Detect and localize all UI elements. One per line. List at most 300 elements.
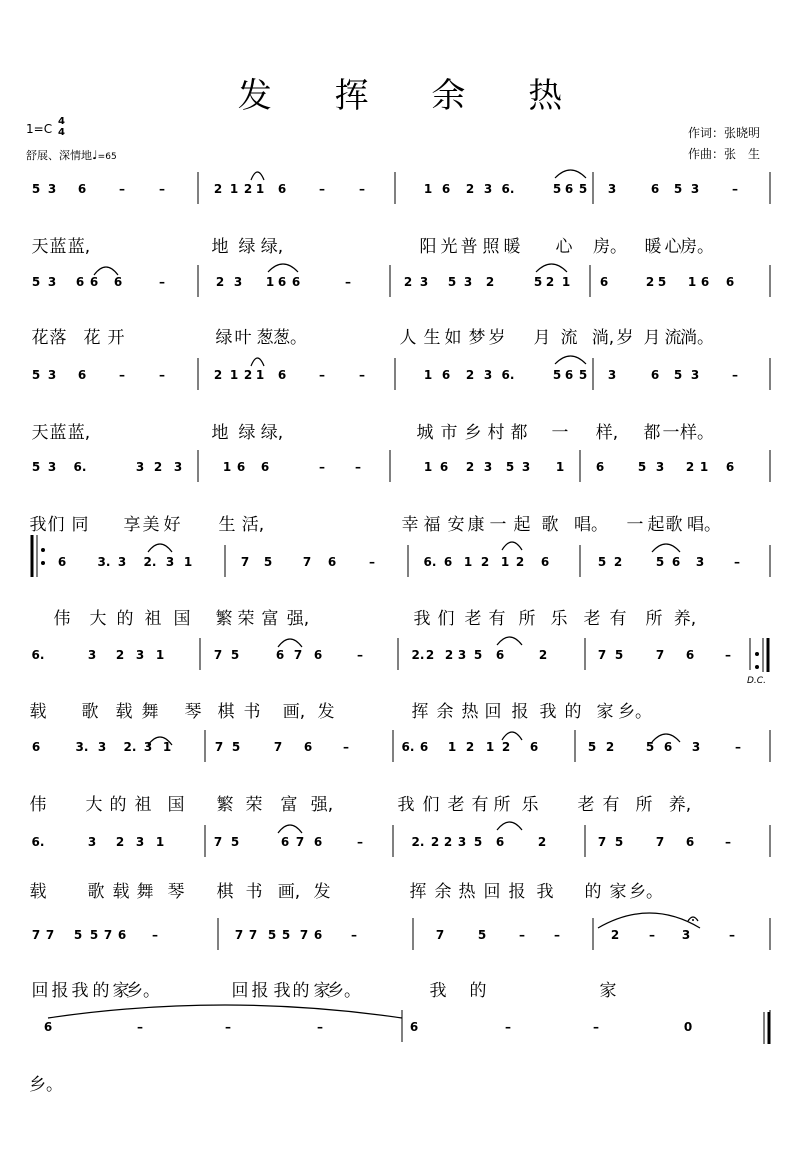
note: 5 [587,740,597,754]
lyric-word: 都 [510,423,528,443]
note: 6. [401,740,415,754]
dc-mark: D.C. [747,676,766,686]
note: 2 [480,555,490,569]
note: – [159,275,165,289]
lyric-word: 花 [83,328,101,348]
note: 5 [637,460,647,474]
note: 6 [277,275,287,289]
note: 3 [681,928,691,942]
lyric-word: 唱。 [574,515,608,535]
note: 6 [57,555,67,569]
note: – [734,555,740,569]
note: 6 [89,275,99,289]
note: 3 [233,275,243,289]
note: 6 [685,648,695,662]
note: 3 [87,835,97,849]
quarter-note-icon: ♩ [92,148,98,162]
note: 3 [690,182,700,196]
note: 7 [240,555,250,569]
note: 6 [419,740,429,754]
note: 7 [103,928,113,942]
note: 1 [423,368,433,382]
note: 6 [313,928,323,942]
note: 5 [578,368,588,382]
lyric-word: 们 [437,609,455,629]
note: 5 [230,835,240,849]
lyric-word: 岁 [488,328,506,348]
note: 2 [115,835,125,849]
lyric-word: 乡。 [126,981,160,1001]
lyric-word: 同 [71,515,89,535]
note: 6. [501,182,515,196]
lyric-word: 我 [71,981,89,1001]
lyric-word: 蓝 [49,423,67,443]
lyric-word: 歌 [87,882,105,902]
slur [268,264,298,272]
note: 5 [31,460,41,474]
lyric-word: 热 [461,702,479,722]
lyric-word: 生 [423,328,441,348]
lyric-word: 一 [489,515,507,535]
lyric-word: 报 [511,702,529,722]
lyric-word: 养, [673,609,697,629]
note: 1 [155,648,165,662]
note: 3 [655,460,665,474]
lyric-word: 报 [508,882,526,902]
note: 6 [441,368,451,382]
lyric-word: 绿 [238,237,256,257]
note: – [355,460,361,474]
note: 6 [564,368,574,382]
lyric-word: 家 [599,981,617,1001]
note: 1 [229,182,239,196]
slur [502,732,522,740]
lyric-word: 所 [518,609,536,629]
lyric-word: 老 [577,795,595,815]
lyric-word: 福 [423,515,441,535]
note: 5 [31,368,41,382]
lyric-word: 歌 [81,702,99,722]
note: 7 [273,740,283,754]
note: 3 [165,555,175,569]
note: 6 [277,368,287,382]
lyric-word: 美 [142,515,160,535]
lyric-word: 所 [493,795,511,815]
note: 6 [280,835,290,849]
lyric-word: 暖 [503,237,521,257]
lyric-word: 家 [112,981,130,1001]
lyric-word: 阳 [419,237,437,257]
lyric-word: 琴 [184,702,202,722]
note: 6 [117,928,127,942]
note: 6 [529,740,539,754]
lyric-word: 的 [584,882,602,902]
lyric-word: 的 [92,981,110,1001]
note: – [159,368,165,382]
note: 3 [143,740,153,754]
note: – [593,1020,599,1034]
lyric-word: 村 [487,423,505,443]
note: 2 [153,460,163,474]
lyric-word: 荣 [237,609,255,629]
slur [278,639,302,647]
lyric-word: 一 [626,515,644,535]
note: 3 [419,275,429,289]
lyric-word: 绿, [260,237,284,257]
note: 6 [495,648,505,662]
lyric-word: 心 [664,237,682,257]
note: 5 [473,835,483,849]
note: 5 [31,182,41,196]
note: 3 [695,555,705,569]
note: 3 [135,460,145,474]
note: 7 [597,835,607,849]
lyric-word: 乐 [550,609,568,629]
lyric-word: 余 [436,702,454,722]
note: – [369,555,375,569]
lyric-word: 伟 [53,609,71,629]
slur [278,825,302,833]
note: 6 [599,275,609,289]
lyric-word: 有 [488,609,506,629]
note: 6 [540,555,550,569]
lyric-word: 们 [47,515,65,535]
note: 5 [673,182,683,196]
note: 6 [260,460,270,474]
lyric-word: 流 [560,328,578,348]
note: – [357,835,363,849]
lyric-word: 富 [261,609,279,629]
lyric-word: 天 [31,423,49,443]
lyric-word: 起 [513,515,531,535]
note: 6 [31,740,41,754]
lyric-word: 歌 [665,515,683,535]
note: 1 [500,555,510,569]
note: 2 [443,835,453,849]
note: – [345,275,351,289]
note: 2 [610,928,620,942]
lyric-word: 我 [413,609,431,629]
slur [251,358,264,366]
lyric-word: 棋 [217,702,235,722]
note: 2 [213,368,223,382]
lyric-word: 大 [85,795,103,815]
lyric-word: 的 [469,981,487,1001]
slur [497,637,522,645]
lyric-word: 城 [416,423,434,443]
lyric-word: 家 [313,981,331,1001]
note: 7 [213,648,223,662]
note: 5 [614,648,624,662]
note: 5 [645,740,655,754]
lyric-word: 我 [29,515,47,535]
note: 3 [47,460,57,474]
slur [497,822,522,830]
note: 6 [313,648,323,662]
lyric-word: 心 [555,237,573,257]
lyric-word: 载 [29,702,47,722]
lyric-word: 一 [662,423,680,443]
note: 3 [607,368,617,382]
note: 3 [457,648,467,662]
lyric-word: 都 [643,423,661,443]
tie [598,913,700,928]
note: 3 [690,368,700,382]
note: 3 [47,275,57,289]
note: 3 [463,275,473,289]
note: 6 [700,275,710,289]
lyric-word: 样。 [680,423,714,443]
note: 5 [533,275,543,289]
lyric-word: 回 [231,981,249,1001]
note: 1 [183,555,193,569]
note: 2 [465,460,475,474]
note: – [319,460,325,474]
note: 2 [465,740,475,754]
note: 5 [614,835,624,849]
note: 7 [45,928,55,942]
slur [251,172,264,180]
note: 7 [435,928,445,942]
note: 6 [236,460,246,474]
note: 6 [113,275,123,289]
note: 6 [663,740,673,754]
note-row [0,275,800,305]
tempo-value: =65 [97,152,117,162]
note: 6 [75,275,85,289]
note: – [119,368,125,382]
note: 2 [538,648,548,662]
note: 5 [657,275,667,289]
lyric-word: 老 [583,609,601,629]
note: 2 [430,835,440,849]
note: 3. [75,740,89,754]
lyric-word: 所 [635,795,653,815]
note: 6 [671,555,681,569]
note: 0 [683,1020,693,1034]
lyric-word: 绿 [215,328,233,348]
note: 2 [613,555,623,569]
note: 6 [650,182,660,196]
note: 1 [463,555,473,569]
note: 6 [409,1020,419,1034]
note: 5 [552,182,562,196]
note: – [159,182,165,196]
lyric-word: 月 [533,328,551,348]
time-signature-bottom: 4 [58,127,65,138]
note: 5 [477,928,487,942]
note: 7 [597,648,607,662]
lyric-word: 挥 [409,882,427,902]
lyric-word: 叶 [234,328,252,348]
lyric-word: 生 [218,515,236,535]
note: – [357,648,363,662]
fermata-dot [692,919,694,921]
lyric-word: 画, [282,702,306,722]
lyric-word: 大 [89,609,107,629]
lyric-word: 乡。 [327,981,361,1001]
note: 1 [162,740,172,754]
lyric-word: 葱 [256,328,274,348]
slur [148,544,172,552]
note: – [735,740,741,754]
note: 5 [263,555,273,569]
note: – [725,648,731,662]
note: 6 [275,648,285,662]
slur [502,542,522,550]
lyric-word: 富 [280,795,298,815]
note: 1 [222,460,232,474]
note: 1 [423,460,433,474]
note-row [0,928,800,958]
lyric-word: 载 [112,882,130,902]
note: 1 [687,275,697,289]
note: 6 [725,275,735,289]
note: 5 [578,182,588,196]
lyric-word: 强, [310,795,334,815]
lyric-word: 人 [399,328,417,348]
lyric-word: 流 [664,328,682,348]
lyric-word: 幸 [401,515,419,535]
lyric-word: 乡。 [629,882,663,902]
note: 2 [243,368,253,382]
lyric-word: 家 [596,702,614,722]
lyric-word: 花 [31,328,49,348]
lyric-word: 伟 [29,795,47,815]
lyric-word: 画, [277,882,301,902]
note: 6 [303,740,313,754]
note: 2. [411,835,425,849]
lyric-word: 样, [595,423,619,443]
lyric-word: 暖 [644,237,662,257]
note: 5 [89,928,99,942]
repeat-dot [41,548,45,552]
note: 5 [73,928,83,942]
note: 7 [213,835,223,849]
note: 6 [77,368,87,382]
lyric-word: 回 [483,882,501,902]
note: – [137,1020,143,1034]
lyric-word: 我 [536,882,554,902]
lyric-word: 绿, [260,423,284,443]
lyric-word: 的 [292,981,310,1001]
note: 2 [605,740,615,754]
note: – [732,368,738,382]
note: – [505,1020,511,1034]
note: 6 [725,460,735,474]
note: – [351,928,357,942]
note: 2 [501,740,511,754]
lyric-word: 养, [668,795,692,815]
lyric-word: 普 [460,237,478,257]
lyric-word: 绿 [238,423,256,443]
lyric-word: 地 [211,237,229,257]
note: 7 [293,648,303,662]
lyric-word: 书 [245,882,263,902]
lyric-word: 发 [317,702,335,722]
note: 6 [43,1020,53,1034]
lyric-word: 乡。 [618,702,652,722]
note-row [0,648,800,678]
note: 7 [31,928,41,942]
lyric-word: 葱。 [273,328,307,348]
note-row [0,368,800,398]
note: – [554,928,560,942]
note: 7 [655,835,665,849]
note: 7 [299,928,309,942]
lyric-word: 唱。 [687,515,721,535]
note: 6. [501,368,515,382]
lyric-word: 繁 [216,795,234,815]
note: 3 [97,740,107,754]
lyric-word: 荣 [245,795,263,815]
note: 2. [143,555,157,569]
lyric-word: 琴 [167,882,185,902]
note: 5 [552,368,562,382]
lyric-word: 的 [109,795,127,815]
lyric-word: 照 [482,237,500,257]
note: 3 [173,460,183,474]
lyric-word: 房。 [593,237,627,257]
note: 1 [485,740,495,754]
note: 6 [77,182,87,196]
lyric-word: 月 [643,328,661,348]
note: 5 [230,648,240,662]
note: 3 [483,182,493,196]
slur [94,267,118,275]
note: 6 [291,275,301,289]
note: 5 [31,275,41,289]
key-label: 1=C [26,122,53,136]
note-row [0,460,800,490]
note: 6 [564,182,574,196]
lyric-word: 我 [429,981,447,1001]
slur [555,356,586,364]
note: 2 [444,648,454,662]
lyric-word: 祖 [144,609,162,629]
lyric-word: 棋 [216,882,234,902]
note: 5 [231,740,241,754]
note: 3 [117,555,127,569]
lyric-word: 光 [440,237,458,257]
note: 6 [495,835,505,849]
note: 7 [295,835,305,849]
note: 2 [485,275,495,289]
lyric-word: 强, [286,609,310,629]
note: 6. [73,460,87,474]
note: 2 [515,555,525,569]
note-row [0,835,800,865]
lyric-word: 蓝, [67,423,91,443]
lyric-word: 家 [609,882,627,902]
lyric-word: 乡 [464,423,482,443]
note: 3 [691,740,701,754]
note: 3 [47,368,57,382]
lyric-word: 淌, [591,328,615,348]
lyric-word: 开 [107,328,125,348]
lyric-word: 梦 [468,328,486,348]
slur [536,264,567,272]
note: 2 [465,182,475,196]
note: 6 [650,368,660,382]
lyric-word: 回 [31,981,49,1001]
lyric-word: 安 [447,515,465,535]
lyricist-credit: 作词：张晓明 [688,126,761,140]
note: 1 [423,182,433,196]
note: – [729,928,735,942]
note: 3 [483,460,493,474]
note-row [0,740,800,770]
